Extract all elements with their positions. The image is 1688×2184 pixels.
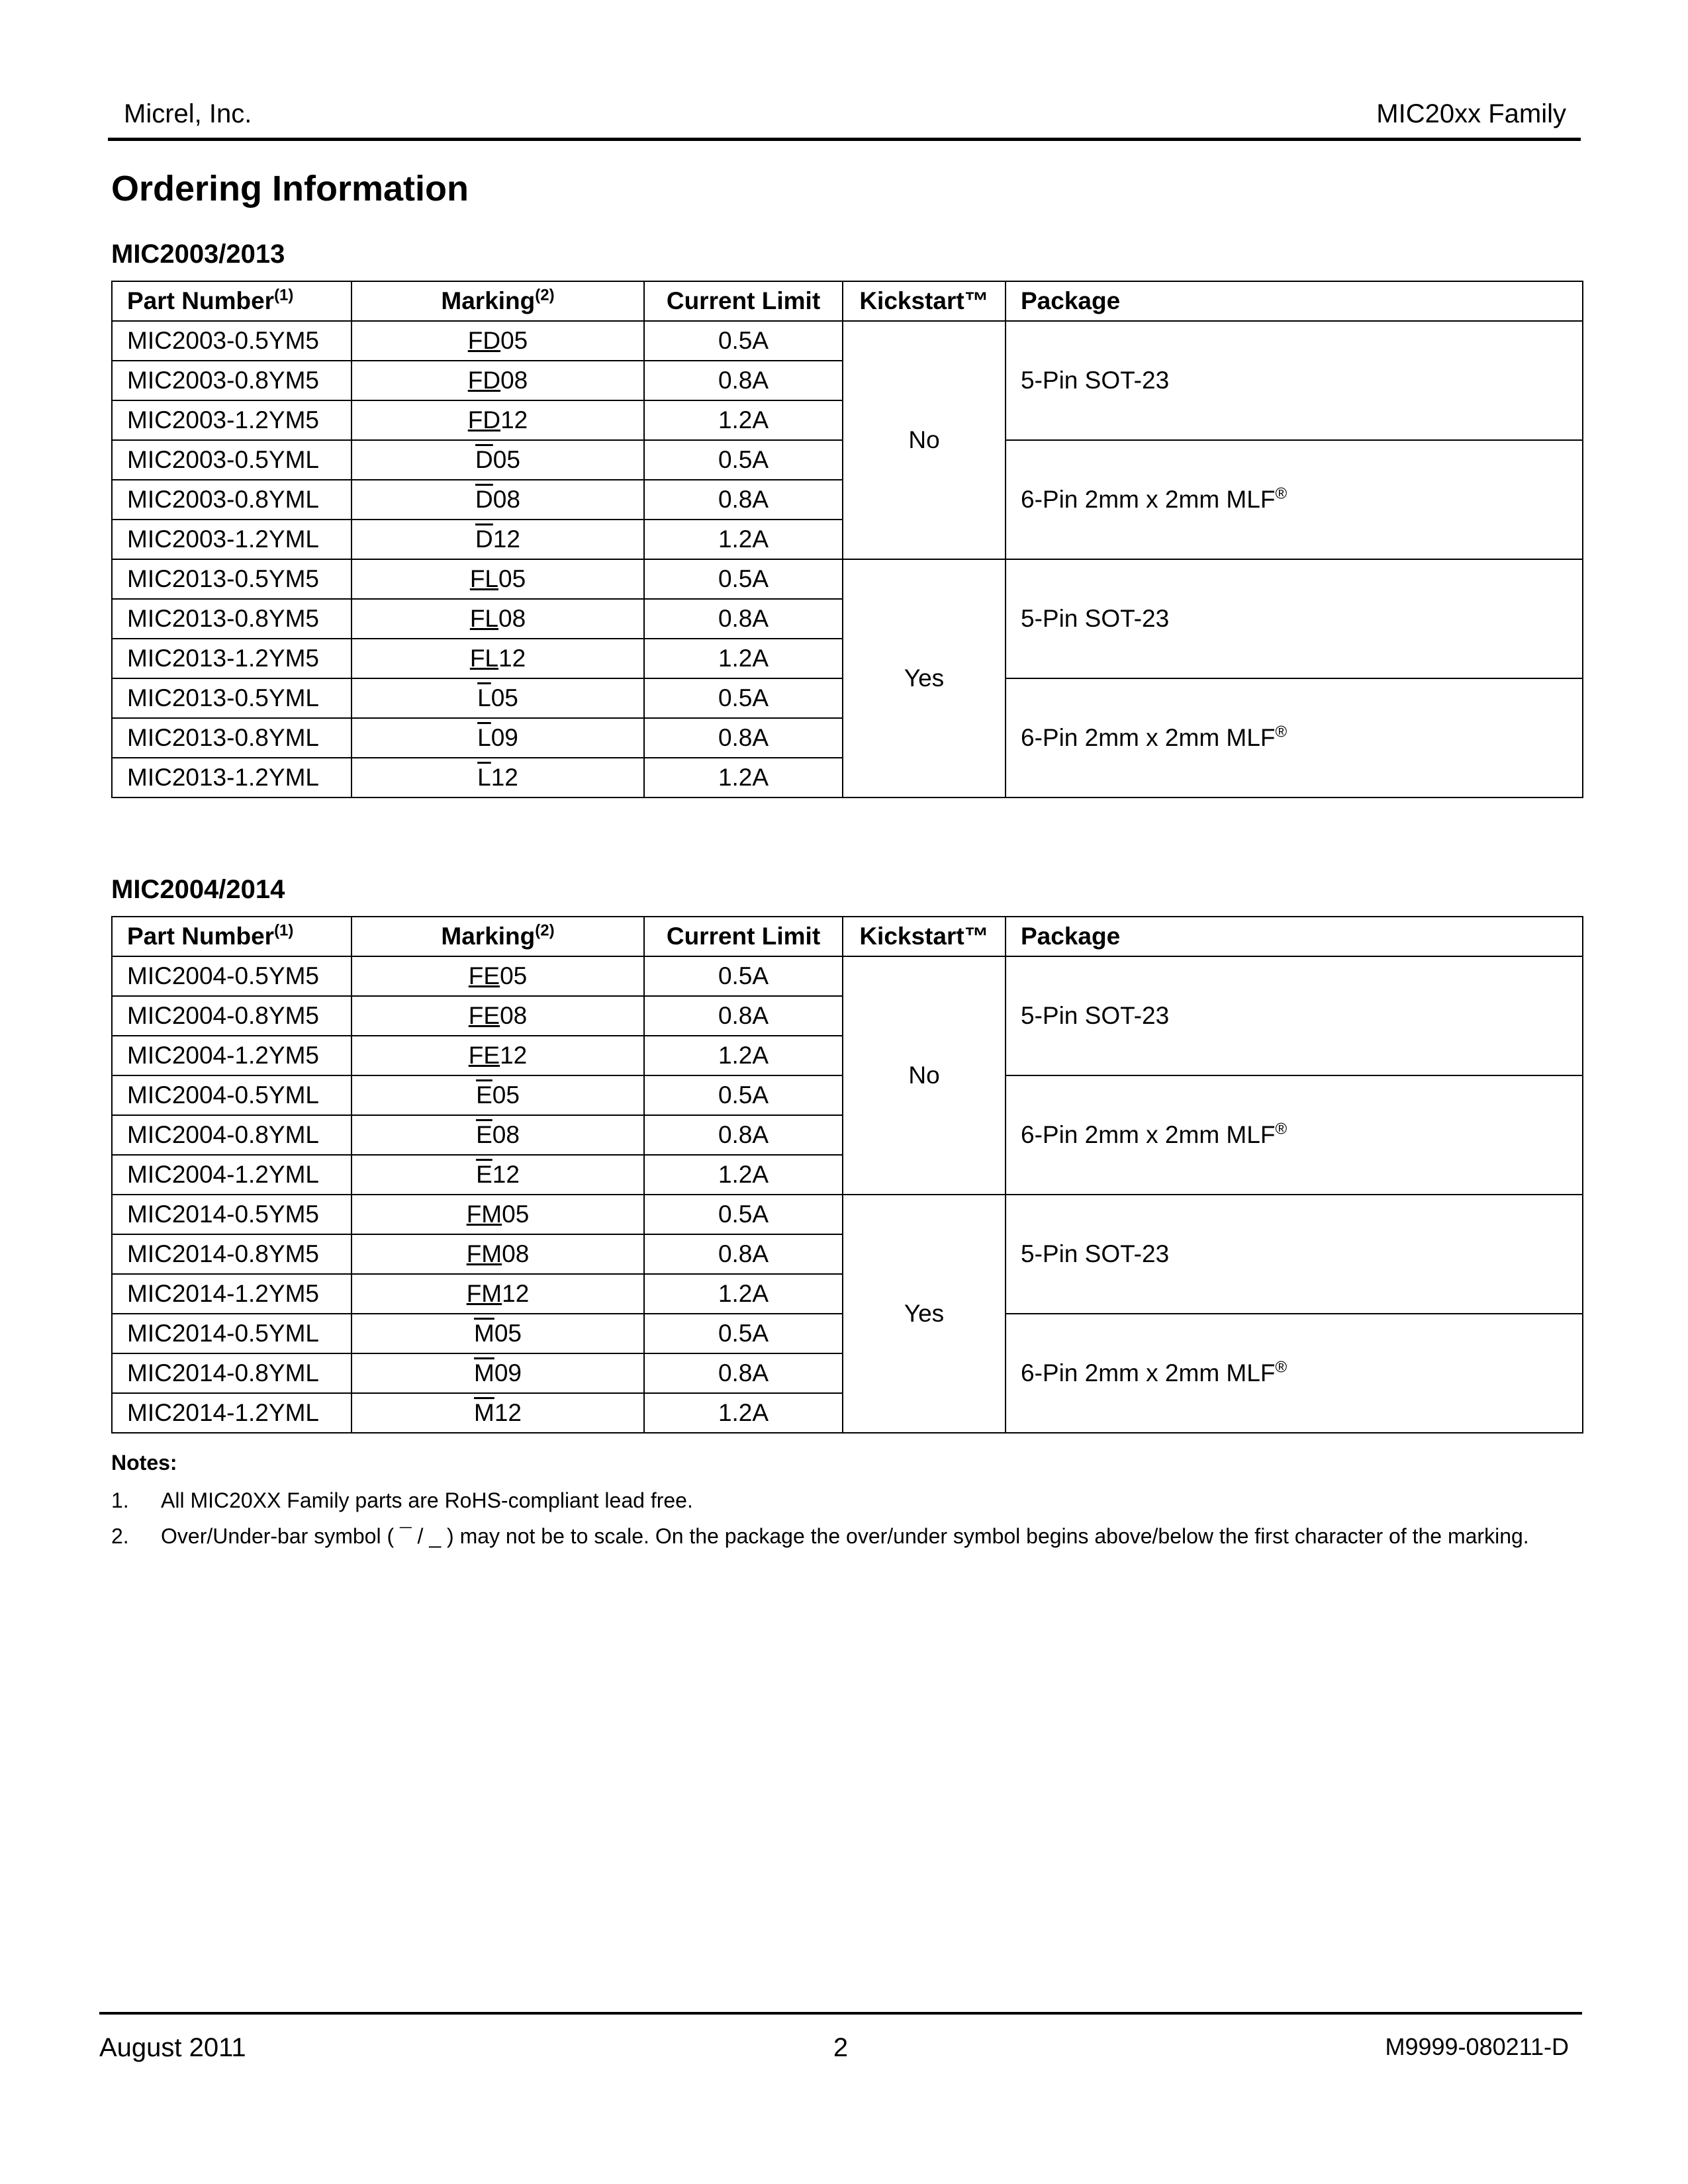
marking-bar-chars: FM bbox=[466, 1280, 502, 1307]
marking-bar-chars: $\overline{M}$ bbox=[474, 1320, 494, 1347]
package-cell bbox=[1006, 1314, 1583, 1433]
marking-suffix: 05 bbox=[500, 327, 528, 354]
marking-bar-chars: FL bbox=[469, 645, 499, 672]
marking-bar-chars: $\overline{L}$ bbox=[477, 684, 491, 711]
marking-suffix: 12 bbox=[492, 525, 520, 553]
part-number-cell: MIC2014-1.2YM5 bbox=[112, 1274, 352, 1314]
current-limit-cell: 0.5A bbox=[644, 440, 843, 480]
current-limit-cell: 0.8A bbox=[644, 480, 843, 520]
col-header-marking: Marking$^{(2)}$ bbox=[352, 917, 644, 956]
current-limit-cell: 1.2A bbox=[644, 639, 843, 678]
page-footer bbox=[99, 2012, 1582, 2062]
current-limit-cell: 0.5A bbox=[644, 678, 843, 718]
package-cell bbox=[1006, 956, 1583, 1075]
part-number-cell: MIC2003-1.2YML bbox=[112, 520, 352, 559]
marking-bar-chars: $\overline{M}$ bbox=[474, 1359, 494, 1387]
part-number-cell: MIC2003-1.2YM5 bbox=[112, 400, 352, 440]
marking-suffix: 08 bbox=[500, 1002, 528, 1029]
current-limit-cell: 0.5A bbox=[644, 956, 843, 996]
current-limit-cell: 1.2A bbox=[644, 1036, 843, 1075]
table-header-row bbox=[112, 917, 1583, 956]
current-limit-cell: 1.2A bbox=[644, 400, 843, 440]
marking-bar-chars: $\overline{L}$ bbox=[477, 724, 491, 751]
package-cell bbox=[1006, 1195, 1583, 1314]
part-number-cell: MIC2013-0.5YML bbox=[112, 678, 352, 718]
current-limit-cell: 1.2A bbox=[644, 1274, 843, 1314]
part-number-cell: MIC2014-0.5YM5 bbox=[112, 1195, 352, 1234]
part-number-cell: MIC2013-0.8YM5 bbox=[112, 599, 352, 639]
marking-bar-chars: FE bbox=[468, 962, 500, 989]
package-cell bbox=[1006, 1075, 1583, 1195]
part-number-cell: MIC2014-1.2YML bbox=[112, 1393, 352, 1433]
marking-suffix: 05 bbox=[494, 1320, 522, 1347]
current-limit-cell: 0.8A bbox=[644, 599, 843, 639]
marking-suffix: 05 bbox=[498, 565, 526, 592]
package-name: 6-Pin 2mm x 2mm MLF bbox=[1021, 724, 1276, 751]
marking-cell bbox=[352, 361, 644, 400]
marking-suffix: 05 bbox=[502, 1201, 530, 1228]
marking-cell bbox=[352, 520, 644, 559]
col-header-current-limit: Current Limit bbox=[644, 281, 843, 321]
current-limit-cell: 0.5A bbox=[644, 1195, 843, 1234]
current-limit-cell: 1.2A bbox=[644, 1393, 843, 1433]
package-name: 5-Pin SOT-23 bbox=[1021, 1002, 1170, 1029]
col-header-package: Package bbox=[1006, 917, 1583, 956]
marking-bar-chars: FM bbox=[466, 1240, 502, 1267]
marking-cell bbox=[352, 1274, 644, 1314]
marking-cell bbox=[352, 559, 644, 599]
marking-suffix: 08 bbox=[498, 605, 526, 632]
part-number-cell: MIC2014-0.8YM5 bbox=[112, 1234, 352, 1274]
registered-symbol: ® bbox=[1275, 1358, 1288, 1377]
marking-suffix: 12 bbox=[500, 406, 528, 433]
part-number-cell: MIC2013-0.5YM5 bbox=[112, 559, 352, 599]
col-header-package: Package bbox=[1006, 281, 1583, 321]
marking-cell bbox=[352, 1195, 644, 1234]
note-text: Over/Under-bar symbol ( ¯ / _ ) may not be to scale. On the package the over/under symbol begins above/below the first character of the marking. bbox=[161, 1524, 1529, 1548]
col-header-kickstart: Kickstart™ bbox=[843, 281, 1006, 321]
marking-suffix: 12 bbox=[494, 1399, 522, 1426]
marking-cell bbox=[352, 1036, 644, 1075]
marking-bar-chars: $\overline{E}$ bbox=[476, 1121, 492, 1148]
kickstart-cell: No bbox=[843, 956, 1006, 1195]
notes bbox=[111, 1451, 1568, 1559]
marking-bar-chars: $\overline{E}$ bbox=[476, 1081, 492, 1109]
current-limit-cell: 0.8A bbox=[644, 1115, 843, 1155]
kickstart-cell: No bbox=[843, 321, 1006, 559]
page-number: 2 bbox=[833, 2033, 849, 2062]
package-cell bbox=[1006, 559, 1583, 678]
part-number-cell: MIC2004-0.5YM5 bbox=[112, 956, 352, 996]
note-1 bbox=[111, 1487, 1568, 1514]
current-limit-cell: 0.8A bbox=[644, 1234, 843, 1274]
marking-cell bbox=[352, 639, 644, 678]
marking-bar-chars: FL bbox=[469, 565, 499, 592]
part-number-cell: MIC2013-0.8YML bbox=[112, 718, 352, 758]
package-name: 6-Pin 2mm x 2mm MLF bbox=[1021, 1359, 1276, 1387]
col-header-marking: Marking$^{(2)}$ bbox=[352, 281, 644, 321]
marking-cell bbox=[352, 956, 644, 996]
col-header-part-number: Part Number$^{(1)}$ bbox=[112, 281, 352, 321]
part-number-cell: MIC2003-0.5YML bbox=[112, 440, 352, 480]
table-row bbox=[112, 559, 1583, 599]
part-number-cell: MIC2004-0.5YML bbox=[112, 1075, 352, 1115]
marking-suffix: 09 bbox=[494, 1359, 522, 1387]
current-limit-cell: 0.8A bbox=[644, 361, 843, 400]
marking-suffix: 05 bbox=[492, 1081, 520, 1109]
note-number: 2. bbox=[111, 1524, 129, 1548]
note-2 bbox=[111, 1523, 1568, 1549]
page-title: Ordering Information bbox=[111, 169, 469, 208]
package-cell bbox=[1006, 440, 1583, 559]
marking-cell bbox=[352, 1314, 644, 1353]
marking-cell bbox=[352, 440, 644, 480]
col-header-part-number: Part Number$^{(1)}$ bbox=[112, 917, 352, 956]
marking-cell bbox=[352, 1393, 644, 1433]
marking-cell bbox=[352, 718, 644, 758]
col-header-current-limit: Current Limit bbox=[644, 917, 843, 956]
registered-symbol: ® bbox=[1275, 484, 1288, 503]
document-number: M9999-080211-D bbox=[1385, 2033, 1569, 2060]
current-limit-cell: 0.8A bbox=[644, 1353, 843, 1393]
note-number: 1. bbox=[111, 1488, 129, 1512]
package-name: 5-Pin SOT-23 bbox=[1021, 1240, 1170, 1267]
package-name: 6-Pin 2mm x 2mm MLF bbox=[1021, 1121, 1276, 1148]
table-row bbox=[112, 1195, 1583, 1234]
product-family: MIC20xx Family bbox=[1376, 99, 1566, 128]
current-limit-cell: 1.2A bbox=[644, 1155, 843, 1195]
package-name: 6-Pin 2mm x 2mm MLF bbox=[1021, 486, 1276, 513]
table-row bbox=[112, 956, 1583, 996]
marking-suffix: 12 bbox=[502, 1280, 530, 1307]
kickstart-cell: Yes bbox=[843, 1195, 1006, 1433]
current-limit-cell: 0.8A bbox=[644, 718, 843, 758]
current-limit-cell: 0.5A bbox=[644, 1314, 843, 1353]
company-name: Micrel, Inc. bbox=[124, 99, 252, 128]
current-limit-cell: 1.2A bbox=[644, 520, 843, 559]
current-limit-cell: 1.2A bbox=[644, 758, 843, 797]
marking-suffix: 05 bbox=[500, 962, 528, 989]
page-header bbox=[108, 97, 1581, 141]
marking-bar-chars: $\overline{D}$ bbox=[475, 446, 493, 473]
section-title-mic2003-2013: MIC2003/2013 bbox=[111, 240, 285, 269]
footer-date: August 2011 bbox=[99, 2033, 246, 2062]
marking-bar-chars: FD bbox=[467, 327, 501, 354]
part-number-cell: MIC2004-1.2YM5 bbox=[112, 1036, 352, 1075]
marking-cell bbox=[352, 1155, 644, 1195]
current-limit-cell: 0.5A bbox=[644, 559, 843, 599]
marking-bar-chars: FE bbox=[468, 1002, 500, 1029]
marking-bar-chars: $\overline{D}$ bbox=[475, 486, 493, 513]
table-header-row bbox=[112, 281, 1583, 321]
ordering-table-mic2004-2014 bbox=[111, 916, 1583, 1433]
current-limit-cell: 0.8A bbox=[644, 996, 843, 1036]
package-cell bbox=[1006, 678, 1583, 797]
note-text: All MIC20XX Family parts are RoHS-compliant lead free. bbox=[161, 1488, 693, 1512]
marking-cell bbox=[352, 758, 644, 797]
marking-bar-chars: FD bbox=[467, 367, 501, 394]
ordering-table-mic2003-2013 bbox=[111, 281, 1583, 798]
part-number-cell: MIC2003-0.8YM5 bbox=[112, 361, 352, 400]
part-number-cell: MIC2014-0.8YML bbox=[112, 1353, 352, 1393]
table-row bbox=[112, 321, 1583, 361]
package-name: 5-Pin SOT-23 bbox=[1021, 367, 1170, 394]
part-number-cell: MIC2003-0.5YM5 bbox=[112, 321, 352, 361]
current-limit-cell: 0.5A bbox=[644, 321, 843, 361]
marking-suffix: 08 bbox=[502, 1240, 530, 1267]
marking-suffix: 05 bbox=[492, 446, 520, 473]
section-title-mic2004-2014: MIC2004/2014 bbox=[111, 875, 285, 904]
marking-suffix: 08 bbox=[492, 486, 520, 513]
marking-bar-chars: FL bbox=[469, 605, 499, 632]
marking-bar-chars: FD bbox=[467, 406, 501, 433]
part-number-cell: MIC2004-0.8YM5 bbox=[112, 996, 352, 1036]
marking-cell bbox=[352, 1075, 644, 1115]
marking-cell bbox=[352, 1353, 644, 1393]
marking-bar-chars: $\overline{M}$ bbox=[474, 1399, 494, 1426]
marking-cell bbox=[352, 599, 644, 639]
part-number-cell: MIC2004-0.8YML bbox=[112, 1115, 352, 1155]
marking-suffix: 12 bbox=[498, 645, 526, 672]
notes-heading: Notes: bbox=[111, 1451, 177, 1475]
part-number-cell: MIC2013-1.2YML bbox=[112, 758, 352, 797]
kickstart-cell: Yes bbox=[843, 559, 1006, 797]
marking-suffix: 05 bbox=[491, 684, 518, 711]
marking-bar-chars: FM bbox=[466, 1201, 502, 1228]
part-number-cell: MIC2013-1.2YM5 bbox=[112, 639, 352, 678]
package-cell bbox=[1006, 321, 1583, 440]
marking-cell bbox=[352, 678, 644, 718]
registered-symbol: ® bbox=[1275, 723, 1288, 741]
marking-bar-chars: FE bbox=[468, 1042, 500, 1069]
marking-suffix: 09 bbox=[491, 724, 518, 751]
marking-bar-chars: $\overline{L}$ bbox=[477, 764, 491, 791]
marking-cell bbox=[352, 996, 644, 1036]
marking-suffix: 08 bbox=[492, 1121, 520, 1148]
marking-cell bbox=[352, 400, 644, 440]
marking-bar-chars: $\overline{D}$ bbox=[475, 525, 493, 553]
marking-cell bbox=[352, 480, 644, 520]
part-number-cell: MIC2003-0.8YML bbox=[112, 480, 352, 520]
marking-bar-chars: $\overline{E}$ bbox=[476, 1161, 492, 1188]
marking-cell bbox=[352, 1234, 644, 1274]
marking-cell bbox=[352, 321, 644, 361]
col-header-kickstart: Kickstart™ bbox=[843, 917, 1006, 956]
registered-symbol: ® bbox=[1275, 1120, 1288, 1138]
marking-suffix: 12 bbox=[500, 1042, 528, 1069]
part-number-cell: MIC2014-0.5YML bbox=[112, 1314, 352, 1353]
current-limit-cell: 0.5A bbox=[644, 1075, 843, 1115]
part-number-cell: MIC2004-1.2YML bbox=[112, 1155, 352, 1195]
marking-suffix: 12 bbox=[491, 764, 518, 791]
marking-suffix: 08 bbox=[500, 367, 528, 394]
marking-cell bbox=[352, 1115, 644, 1155]
package-name: 5-Pin SOT-23 bbox=[1021, 605, 1170, 632]
marking-suffix: 12 bbox=[492, 1161, 520, 1188]
